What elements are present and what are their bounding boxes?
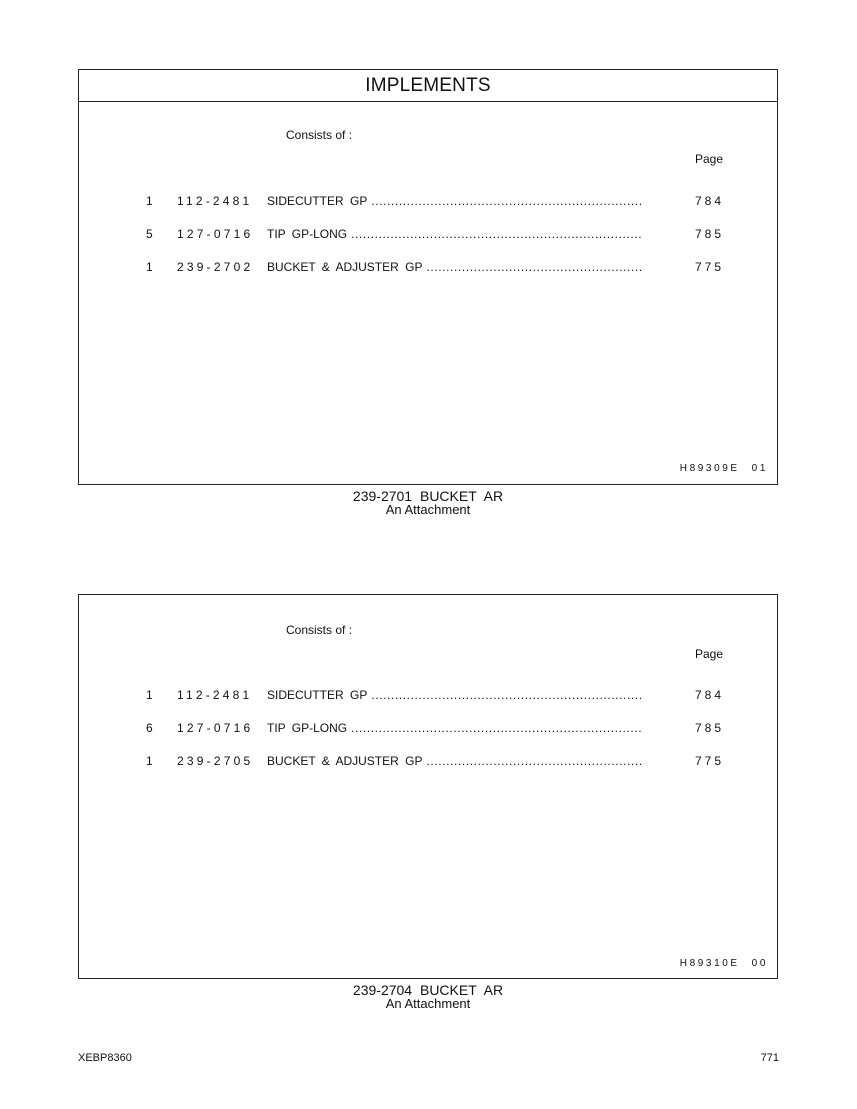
parts-list-panel-2: [78, 594, 778, 979]
part-description: BUCKET & ADJUSTER GP .....: [267, 754, 642, 768]
illustration-code: H89310E: [679, 958, 740, 969]
parts-row: [79, 721, 777, 737]
assembly-caption-2: [78, 983, 778, 1010]
parts-row: [79, 194, 777, 210]
illustration-revision: 01: [751, 463, 768, 474]
part-number: 112-2481: [177, 194, 253, 208]
illustration-code: H89309E: [679, 463, 740, 474]
item-quantity: 1: [146, 688, 155, 702]
page-column-header: Page: [695, 152, 724, 166]
parts-row: [79, 227, 777, 243]
assembly-subtitle: An Attachment: [385, 996, 471, 1011]
part-number: 112-2481: [177, 688, 253, 702]
item-quantity: 5: [146, 227, 155, 241]
page-reference: 784: [695, 194, 725, 208]
assembly-caption-1: [78, 489, 778, 516]
illustration-revision: 00: [751, 958, 768, 969]
parts-row: [79, 688, 777, 704]
parts-row: [79, 260, 777, 276]
page-reference: 785: [695, 721, 725, 735]
assembly-subtitle: An Attachment: [385, 502, 471, 517]
part-description: SIDECUTTER GP .....: [267, 194, 642, 208]
parts-list-panel-1: [78, 69, 778, 485]
document-id: XEBP8360: [78, 1052, 132, 1064]
page-column-header: Page: [695, 647, 724, 661]
page-reference: 775: [695, 260, 725, 274]
illustration-reference: [680, 463, 768, 474]
part-number: 239-2702: [177, 260, 254, 274]
item-quantity: 6: [146, 721, 155, 735]
consists-of-label: Consists of :: [286, 128, 353, 142]
page-reference: 784: [695, 688, 725, 702]
part-description: TIP GP-LONG .....: [267, 227, 642, 241]
part-number: 127-0716: [177, 721, 254, 735]
section-heading: IMPLEMENTS: [79, 70, 777, 102]
part-description: TIP GP-LONG .....: [267, 721, 642, 735]
page-reference: 775: [695, 754, 725, 768]
assembly-title: 239-2704 BUCKET AR: [352, 982, 504, 998]
item-quantity: 1: [146, 754, 155, 768]
part-number: 127-0716: [177, 227, 254, 241]
assembly-title: 239-2701 BUCKET AR: [352, 488, 504, 504]
parts-row: [79, 754, 777, 770]
item-quantity: 1: [146, 260, 155, 274]
part-description: BUCKET & ADJUSTER GP .....: [267, 260, 642, 274]
page-reference: 785: [695, 227, 725, 241]
part-description: SIDECUTTER GP .....: [267, 688, 642, 702]
consists-of-label: Consists of :: [286, 623, 353, 637]
part-number: 239-2705: [177, 754, 254, 768]
illustration-reference: [680, 958, 768, 969]
page-number: 771: [760, 1052, 779, 1064]
item-quantity: 1: [146, 194, 155, 208]
